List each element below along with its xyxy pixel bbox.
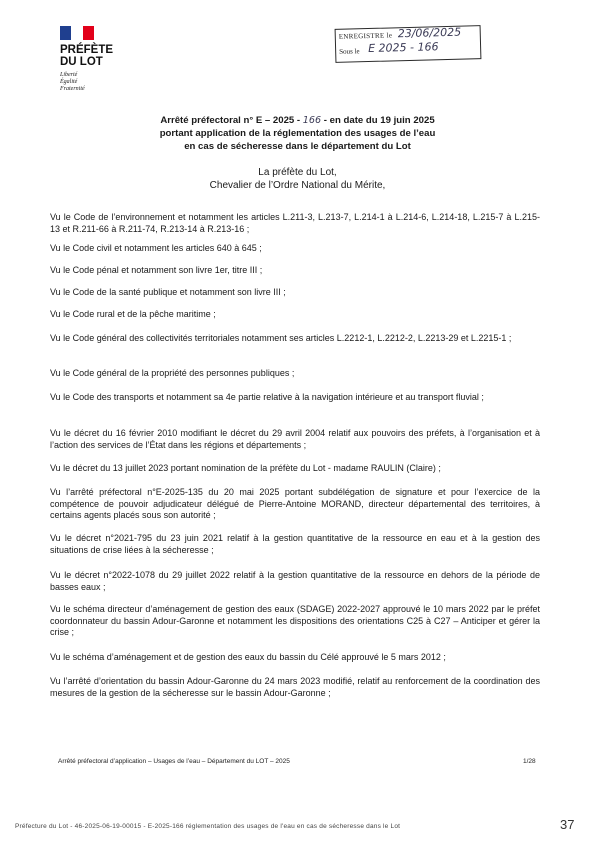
title-line-1: [60, 114, 535, 127]
flag-red-band: [83, 26, 94, 40]
visa-paragraph: Vu le Code général des collectivités territoriales notamment ses articles L.2212-1, L.2212-2, L.2213-29 et L.2215-1 ;: [50, 333, 512, 343]
motto-liberte: Liberté: [60, 72, 78, 78]
signatory-line-2: Chevalier de l’Ordre National du Mérite,: [209, 180, 386, 191]
decree-title: [60, 114, 535, 153]
visa-paragraph: Vu le Code civil et notamment les articles 640 à 645 ;: [50, 243, 262, 253]
visa-paragraph: Vu l’arrêté d’orientation du bassin Adour-Garonne du 24 mars 2023 modifié, relatif au renforcement de la coordination des mesures de la gestion de la sécheresse sur le bassin Adour-Garonne ;: [50, 676, 540, 698]
signatory-block: [60, 166, 535, 192]
flag-blue-band: [60, 26, 71, 40]
visa-paragraph: Vu le Code des transports et notamment sa 4e partie relative à la navigation intérieure et au transport fluvial ;: [50, 392, 484, 402]
page-number: 1/28: [523, 758, 536, 765]
republic-flag-logo: [60, 26, 94, 40]
logo-line-1: PRÉFÈTE: [60, 44, 114, 56]
stamp-label-registered: ENREGISTRE le: [338, 31, 393, 41]
visa-paragraph: Vu le Code pénal et notamment son livre 1er, titre III ;: [50, 265, 263, 275]
title-prefix: Arrêté préfectoral n° E – 2025 -: [160, 115, 301, 126]
title-line-2: portant application de la réglementation des usages de l’eau: [159, 128, 436, 139]
title-suffix: - en date du 19 juin 2025: [323, 115, 435, 126]
logo-line-2: DU LOT: [60, 56, 103, 68]
title-handwritten-number: 166: [302, 115, 322, 126]
motto-egalite: Égalité: [60, 79, 78, 85]
prefecture-logo-text: [60, 44, 113, 68]
scan-reference-line: Préfecture du Lot - 46-2025-06-19-00015 - E-2025-166 réglementation des usages de l'eau en cas de sécheresse dans le Lot: [15, 823, 401, 830]
registration-stamp: [335, 25, 482, 63]
stamp-handwritten-date: 23/06/2025: [397, 25, 462, 41]
visa-paragraph: Vu le schéma directeur d’aménagement de gestion des eaux (SDAGE) 2022-2027 approuvé le 10 mars 2022 par le préfet coordonnateur du bassin Adour-Garonne et notamment les dispositions des orientations C25 à C27 – Anticiper et gérer la crise ;: [50, 604, 540, 637]
motto-fraternite: Fraternité: [60, 86, 85, 92]
visa-paragraph: Vu le schéma d’aménagement et de gestion des eaux du bassin du Célé approuvé le 5 mars 2012 ;: [50, 652, 446, 662]
title-line-3: en cas de sécheresse dans le département du Lot: [184, 141, 411, 152]
visa-paragraph: Vu le Code rural et de la pêche maritime ;: [50, 309, 216, 319]
republic-motto: [60, 72, 85, 93]
visa-paragraph: Vu le Code de la santé publique et notamment son livre III ;: [50, 287, 286, 297]
stamp-handwritten-number: E 2025 - 166: [367, 40, 439, 56]
stamp-label-under: Sous le: [339, 47, 360, 56]
flag-white-band: [71, 26, 82, 40]
visa-paragraph: Vu l’arrêté préfectoral n°E-2025-135 du 20 mai 2025 portant subdélégation de signature et pour l’exercice de la compétence de pouvoir adjudicateur délégué de Pierre-Antoine MORAND, directeur départemental des territoires, à certains agents placés sous son autorité ;: [50, 487, 540, 520]
signatory-line-1: La préfète du Lot,: [258, 167, 337, 178]
visa-paragraph: Vu le décret du 13 juillet 2023 portant nomination de la préfète du Lot - madame RAULIN (Claire) ;: [50, 463, 441, 473]
visa-paragraph: Vu le décret n°2022-1078 du 29 juillet 2022 relatif à la gestion quantitative de la ressource en dehors de la période de basses eaux ;: [50, 570, 540, 592]
scan-page-number: 37: [560, 817, 575, 832]
visa-paragraph: Vu le Code général de la propriété des personnes publiques ;: [50, 368, 295, 378]
page-footer: Arrêté préfectoral d’application – Usages de l’eau – Département du LOT – 2025: [58, 758, 290, 765]
visa-paragraph: Vu le Code de l’environnement et notamment les articles L.211-3, L.213-7, L.214-1 à L.214-6, L.214-18, L.215-7 à L.215-13 et R.211-66 à R.211-74, R.213-14 à R.213-16 ;: [50, 212, 540, 234]
visa-paragraph: Vu le décret du 16 février 2010 modifiant le décret du 29 avril 2004 relatif aux pouvoirs des préfets, à l’organisation et à l’action des services de l’État dans les régions et départements ;: [50, 428, 540, 450]
visa-paragraph: Vu le décret n°2021-795 du 23 juin 2021 relatif à la gestion quantitative de la ressource en eau et à la gestion des situations de crise liées à la sécheresse ;: [50, 533, 540, 555]
